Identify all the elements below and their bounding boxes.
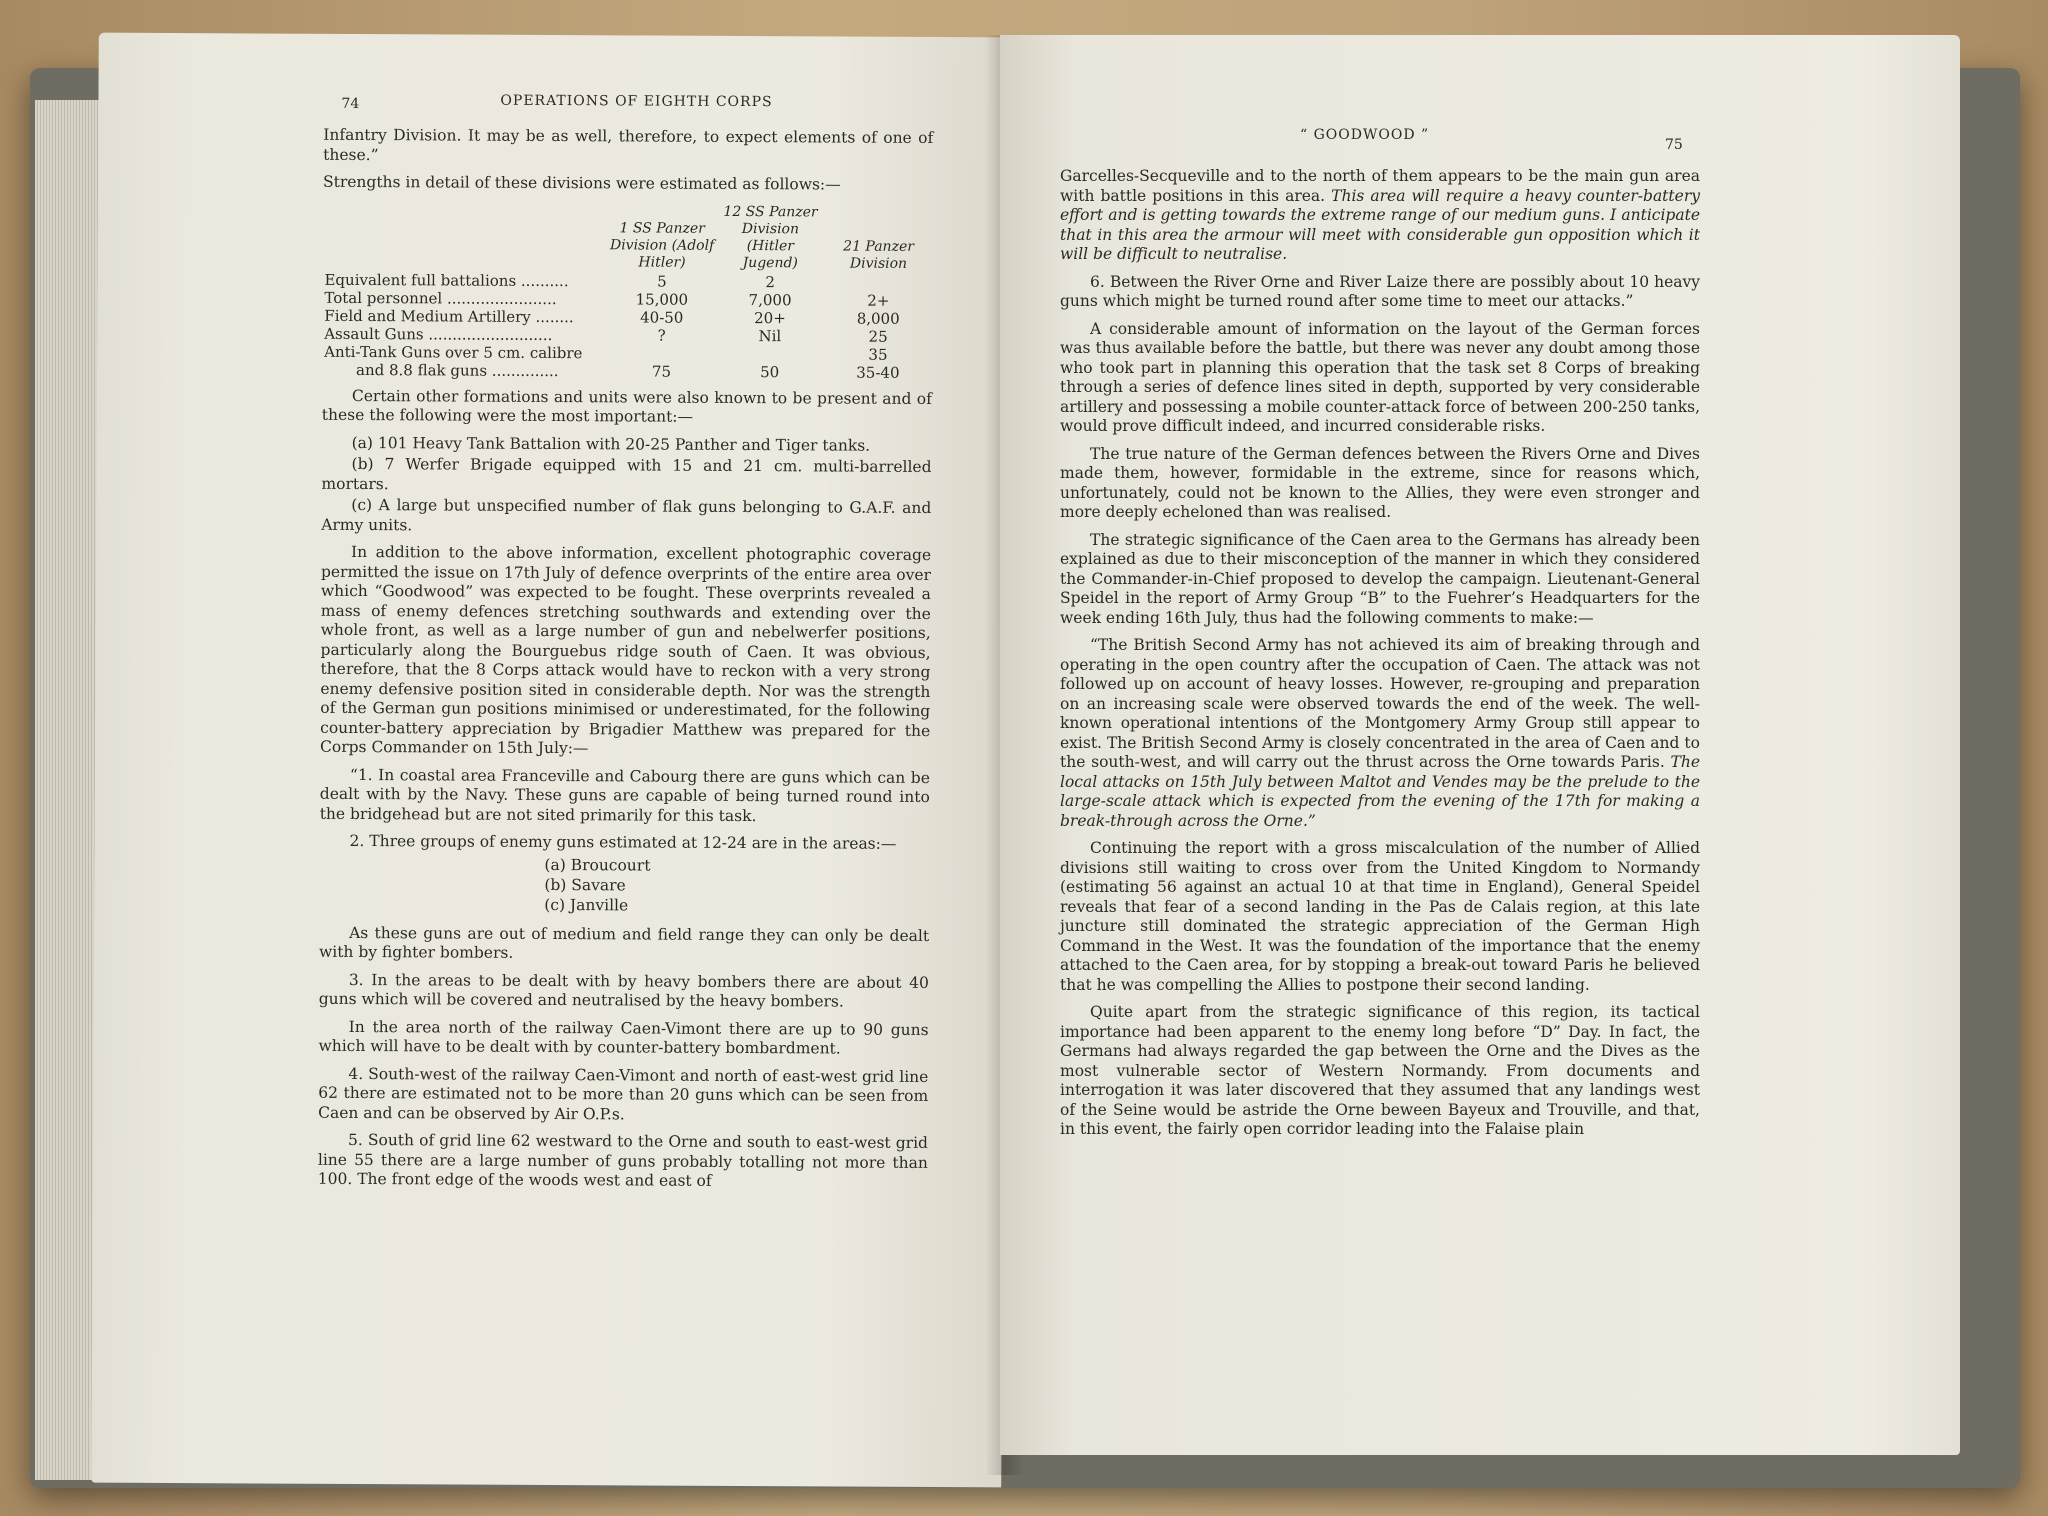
table-header: 21 Panzer Division	[843, 238, 915, 272]
table-cell: Field and Medium Artillery ........	[324, 306, 574, 326]
table-header: 1 SS Panzer Division (Adolf Hitler)	[609, 219, 715, 271]
quote-2-tail: As these guns are out of medium and field range they can only be dealt with by fighter bombers.	[318, 923, 930, 962]
para-intro: Infantry Division. It may be as well, therefore, to expect elements of one of these.”	[323, 125, 934, 164]
table-cell: 25	[868, 327, 888, 346]
left-page-body	[318, 126, 934, 1201]
table-cell: Total personnel .......................	[324, 288, 557, 308]
table-cell: 50	[760, 362, 780, 381]
left-page	[91, 33, 1009, 1488]
right-page	[1000, 35, 1960, 1455]
table-cell	[824, 273, 932, 292]
table-cell: 75	[651, 362, 672, 381]
table-cell: 20+	[754, 308, 786, 327]
para-strategic: The strategic significance of the Caen area to the Germans has already been explained as due to their misconception of the manner in which they considered the Commander-in-Chief proposed to develop the campaign. Lieutenant-General Speidel in the report of Army Group “B” to the Fuehrer’s Headquarters for the week ending 16th July, thus had the following comments to make:—	[1060, 530, 1700, 627]
table-cell	[716, 344, 824, 363]
quote-3b: In the area north of the railway Caen-Vimont there are up to 90 guns which will have to be dealt with by counter-battery bombardment.	[318, 1017, 929, 1058]
table-header	[323, 200, 609, 271]
right-page-number: 75	[1665, 137, 1683, 153]
table-cell: 15,000	[635, 289, 689, 309]
para-speidel-quote	[1060, 636, 1700, 831]
table-cell: Equivalent full battalions ..........	[324, 270, 569, 290]
right-running-head: “ GOODWOOD ”	[1300, 127, 1430, 143]
table-cell: 2	[765, 272, 775, 291]
table-cell: Assault Guns ..........................	[324, 324, 553, 344]
table-cell: Anti-Tank Guns over 5 cm. calibre	[324, 342, 583, 362]
gun-area-list	[319, 853, 929, 916]
table-cell: 35-40	[856, 363, 900, 382]
table-header-row	[323, 200, 933, 273]
para-true-nature: The true nature of the German defences between the Rivers Orne and Dives made them, however, formidable in the extreme, since for reasons which, unfortunately, could not be known to the Allies, they were even stronger and more deeply echeloned than was realised.	[1060, 444, 1700, 521]
para-6: 6. Between the River Orne and River Laize there are possibly about 10 heavy guns which might be turned round after some time to meet our attacks.”	[1060, 272, 1700, 310]
item-b: (b) 7 Werfer Brigade equipped with 15 and 21 cm. multi-barrelled mortars.	[321, 454, 932, 493]
table-cell: ?	[657, 326, 666, 345]
item-c: (c) A large but unspecified number of flak guns belonging to G.A.F. and Army units.	[321, 495, 932, 534]
right-page-body	[1060, 167, 1700, 1148]
quote-1: “1. In coastal area Franceville and Cabourg there are guns which can be dealt with by the Navy. These guns are capable of being turned round into the bridgehead but are not sited primarily for this task.	[319, 765, 930, 825]
speidel-quote-roman: “The British Second Army has not achieved its aim of breaking through and operating in the open country after the occupation of Caen. The attack was not followed up on account of heavy losses. However, re-grouping and preparation on an increasing scale were observed towards the end of the week. The well-known operational intentions of the Montgomery Army Group still appear to exist. The British Second Army is closely concentrated in the area of Caen and to the south-west, and will carry out the thrust across the Orne towards Paris.	[1060, 636, 1700, 771]
table-cell: 5	[657, 272, 667, 291]
quote-2: 2. Three groups of enemy guns estimated at 12-24 are in the areas:—	[349, 831, 897, 853]
para-information: A considerable amount of information on the layout of the German forces was thus available before the battle, but there was never any doubt among those who took part in planning this operation that the task set 8 Corps of breaking through a series of defence lines sited in depth, supported by very considerable artillery and possessing a mobile counter-attack force of between 200-250 tanks, would prove difficult indeed, and incurred considerable risks.	[1060, 319, 1700, 435]
item-a: (a) 101 Heavy Tank Battalion with 20-25 Panther and Tiger tanks.	[351, 433, 871, 455]
para-addition: In addition to the above information, excellent photographic coverage permitted the issue on 17th July of defence overprints of the entire area over which “Goodwood” was expected to be fought. These overprints revealed a mass of enemy defences stretching southwards and extending over the whole front, as well as a large number of gun and nebelwerfer positions, particularly along the Bourguebus ridge south of Caen. It was obvious, therefore, that the 8 Corps attack would have to reckon with a very strong enemy defensive position sited in considerable depth. Nor was the strength of the German gun positions minimised or underestimated, for the following counter-battery appreciation by Brigadier Matthew was prepared for the Corps Commander on 15th July:—	[320, 542, 932, 758]
para-gun-area	[1060, 167, 1700, 265]
para-continuing: Continuing the report with a gross miscalculation of the number of Allied divisions still waiting to cross over from the United Kingdom to Normandy (estimating 56 against an actual 10 at that time in England), General Speidel reveals that fear of a second landing in the Pas de Calais region, at this late juncture still dominated the strategic appreciation of the German High Command in the West. It was the foundation of the importance that the enemy attached to the Caen area, for by stopping a break-out toward Paris he believed that he was compelling the Allies to postpone their second landing.	[1060, 839, 1700, 994]
table-cell: Nil	[758, 326, 782, 345]
quote-4: 4. South-west of the railway Caen-Vimont and north of east-west grid line 62 there are estimated not to be more than 20 guns which can be seen from Caen and can be observed by Air O.P.s.	[318, 1064, 929, 1123]
para-gun-area-roman: Garcelles-Secqueville and to the north of them appears to be the main gun area with battle positions in this area.	[1060, 167, 1700, 205]
quote-3: 3. In the areas to be dealt with by heavy bombers there are about 40 guns which will be covered and neutralised by the heavy bombers.	[318, 970, 929, 1011]
para-gun-area-italic: This area will require a heavy counter-battery effort and is getting towards the extreme range of our medium guns. I anticipate that in this area the armour will meet with considerable gun opposition which it will be difficult to neutralise.	[1060, 186, 1700, 263]
table-cell	[607, 344, 715, 363]
table-cell: 8,000	[856, 309, 900, 328]
list-item: (c) Janville	[544, 895, 629, 914]
para-formations: Certain other formations and units were also known to be present and of these the following were the most important:—	[321, 386, 932, 426]
list-item: (a) Broucourt	[544, 855, 651, 875]
table-cell: 7,000	[748, 290, 792, 309]
table-cell: 40-50	[640, 307, 684, 327]
table-header: 12 SS Panzer Division (Hitler Jugend)	[723, 203, 818, 271]
para-strengths: Strengths in detail of these divisions were estimated as follows:—	[322, 172, 841, 194]
left-page-number: 74	[341, 95, 360, 112]
left-running-head: OPERATIONS OF EIGHTH CORPS	[500, 92, 773, 111]
table-cell: and 8.8 flak guns ..............	[355, 360, 559, 380]
speidel-quote-italic: The local attacks on 15th July between Maltot and Vendes may be the prelude to the large-scale attack which is expected from the evening of the 17th for making a break-through across the Orne.”	[1060, 753, 1700, 830]
quote-5: 5. South of grid line 62 westward to the Orne and south to east-west grid line 55 there are a large number of guns probably totalling not more than 100. The front edge of the woods west and east of	[317, 1130, 929, 1190]
table-cell: 2+	[867, 291, 890, 310]
list-item: (b) Savare	[544, 875, 626, 894]
strength-table	[322, 200, 933, 381]
table-cell: 35	[868, 345, 888, 364]
table-row	[322, 360, 932, 381]
para-quite-apart: Quite apart from the strategic significance of this region, its tactical importance had been apparent to the enemy long before “D” Day. In fact, the Germans had always regarded the gap between the Orne and the Dives as the most vulnerable sector of Western Normandy. From documents and interrogation it was later discovered that they assumed that any landings west of the Seine would be astride the Orne beween Bayeux and Trouville, and that, in this event, the fairly open corridor leading into the Falaise plain	[1060, 1003, 1700, 1138]
